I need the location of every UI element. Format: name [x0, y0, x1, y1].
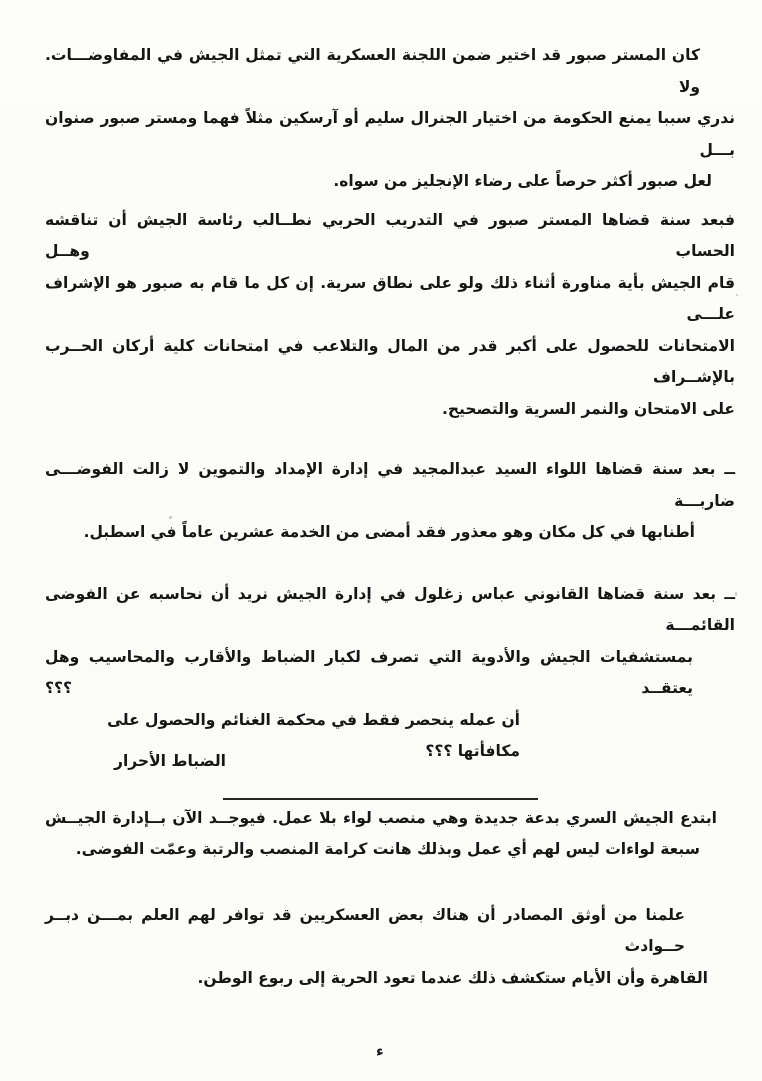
paragraph-4-line-1: ــ بعد سنة قضاها القانوني عباس زغلول في إدارة الجيش نريد أن نحاسبه عن الفوضى القائمـــة — [45, 584, 735, 634]
paragraph-1 — [45, 40, 735, 198]
paragraph-2-line-1: فبعد سنة قضاها المستر صبور في التدريب الحربي نطــالب رئاسة الجيش أن تناقشه الحساب وهــل — [45, 210, 735, 260]
scan-noise-dot — [169, 516, 172, 519]
paragraph-4-line-3: أن عمله ينحصر فقط في محكمة الغنائم والحصول على مكافأتها ؟؟؟ — [107, 710, 520, 760]
paragraph-2 — [45, 205, 735, 426]
scan-noise-dot — [736, 294, 738, 296]
paragraph-6-line-1: علمنا من أوثق المصادر أن هناك بعض العسكريين قد توافر لهم العلم بمـــن دبــر حــوادث — [45, 905, 685, 955]
paragraph-3-line-1: ــ بعد سنة قضاها اللواء السيد عبدالمجيد في إدارة الإمداد والتموين لا زالت الفوضـــى ضاربـــة — [45, 460, 735, 510]
paragraph-1-line-1: كان المستر صبور قد اختير ضمن اللجنة العسكرية التي تمثل الجيش في المفاوضـــات. ولا — [45, 46, 700, 96]
scan-noise-dot — [735, 592, 737, 596]
paragraph-2-line-2: قام الجيش بأية مناورة أثناء ذلك ولو على نطاق سرية. إن كل ما قام به صبور هو الإشراف علـــى — [45, 273, 735, 323]
page-marker: ء — [376, 1042, 384, 1060]
paragraph-1-line-3: لعل صبور أكثر حرصاً على رضاء الإنجليز من سواه. — [333, 172, 712, 190]
paragraph-5 — [45, 803, 735, 866]
paragraph-4-line-2: بمستشفيات الجيش والأدوية التي تصرف لكبار الضباط والأقارب والمحاسيب وهل يعتقــد ؟؟؟ — [45, 647, 693, 697]
paragraph-2-line-3: الامتحانات للحصول على أكبر قدر من المال والتلاعب في امتحانات كلية أركان الحــرب بالإشــراف — [45, 336, 735, 386]
paragraph-2-line-4: على الامتحان والنمر السرية والتصحيح. — [441, 399, 735, 418]
paragraph-4 — [45, 579, 735, 768]
paragraph-6-line-2: القاهرة وأن الأيام ستكشف ذلك عندما تعود الحرية إلى ربوع الوطن. — [197, 968, 708, 987]
paragraph-5-line-2: سبعة لواءات ليس لهم أي عمل وبذلك هانت كرامة المنصب والرتبة وعمّت الفوضى. — [75, 840, 700, 858]
paragraph-5-line-1: ابتدع الجيش السري بدعة جديدة وهي منصب لواء بلا عمل. فيوجــد الآن بــإدارة الجيــش — [45, 808, 717, 827]
paragraph-6 — [45, 900, 735, 995]
document-body — [45, 40, 735, 994]
signature-underline — [223, 798, 538, 800]
paragraph-3 — [45, 454, 735, 549]
paragraph-1-line-2: ندري سببا يمنع الحكومة من اختيار الجنرال سليم أو آرسكين مثلاً فهما ومستر صبور صنوان بـــل — [45, 109, 735, 159]
paragraph-3-line-2: أطنابها في كل مكان وهو معذور فقد أمضى من الخدمة عشرين عاماً في اسطبل. — [83, 523, 695, 541]
signature-free-officers: الضباط الأحرار — [114, 752, 226, 770]
